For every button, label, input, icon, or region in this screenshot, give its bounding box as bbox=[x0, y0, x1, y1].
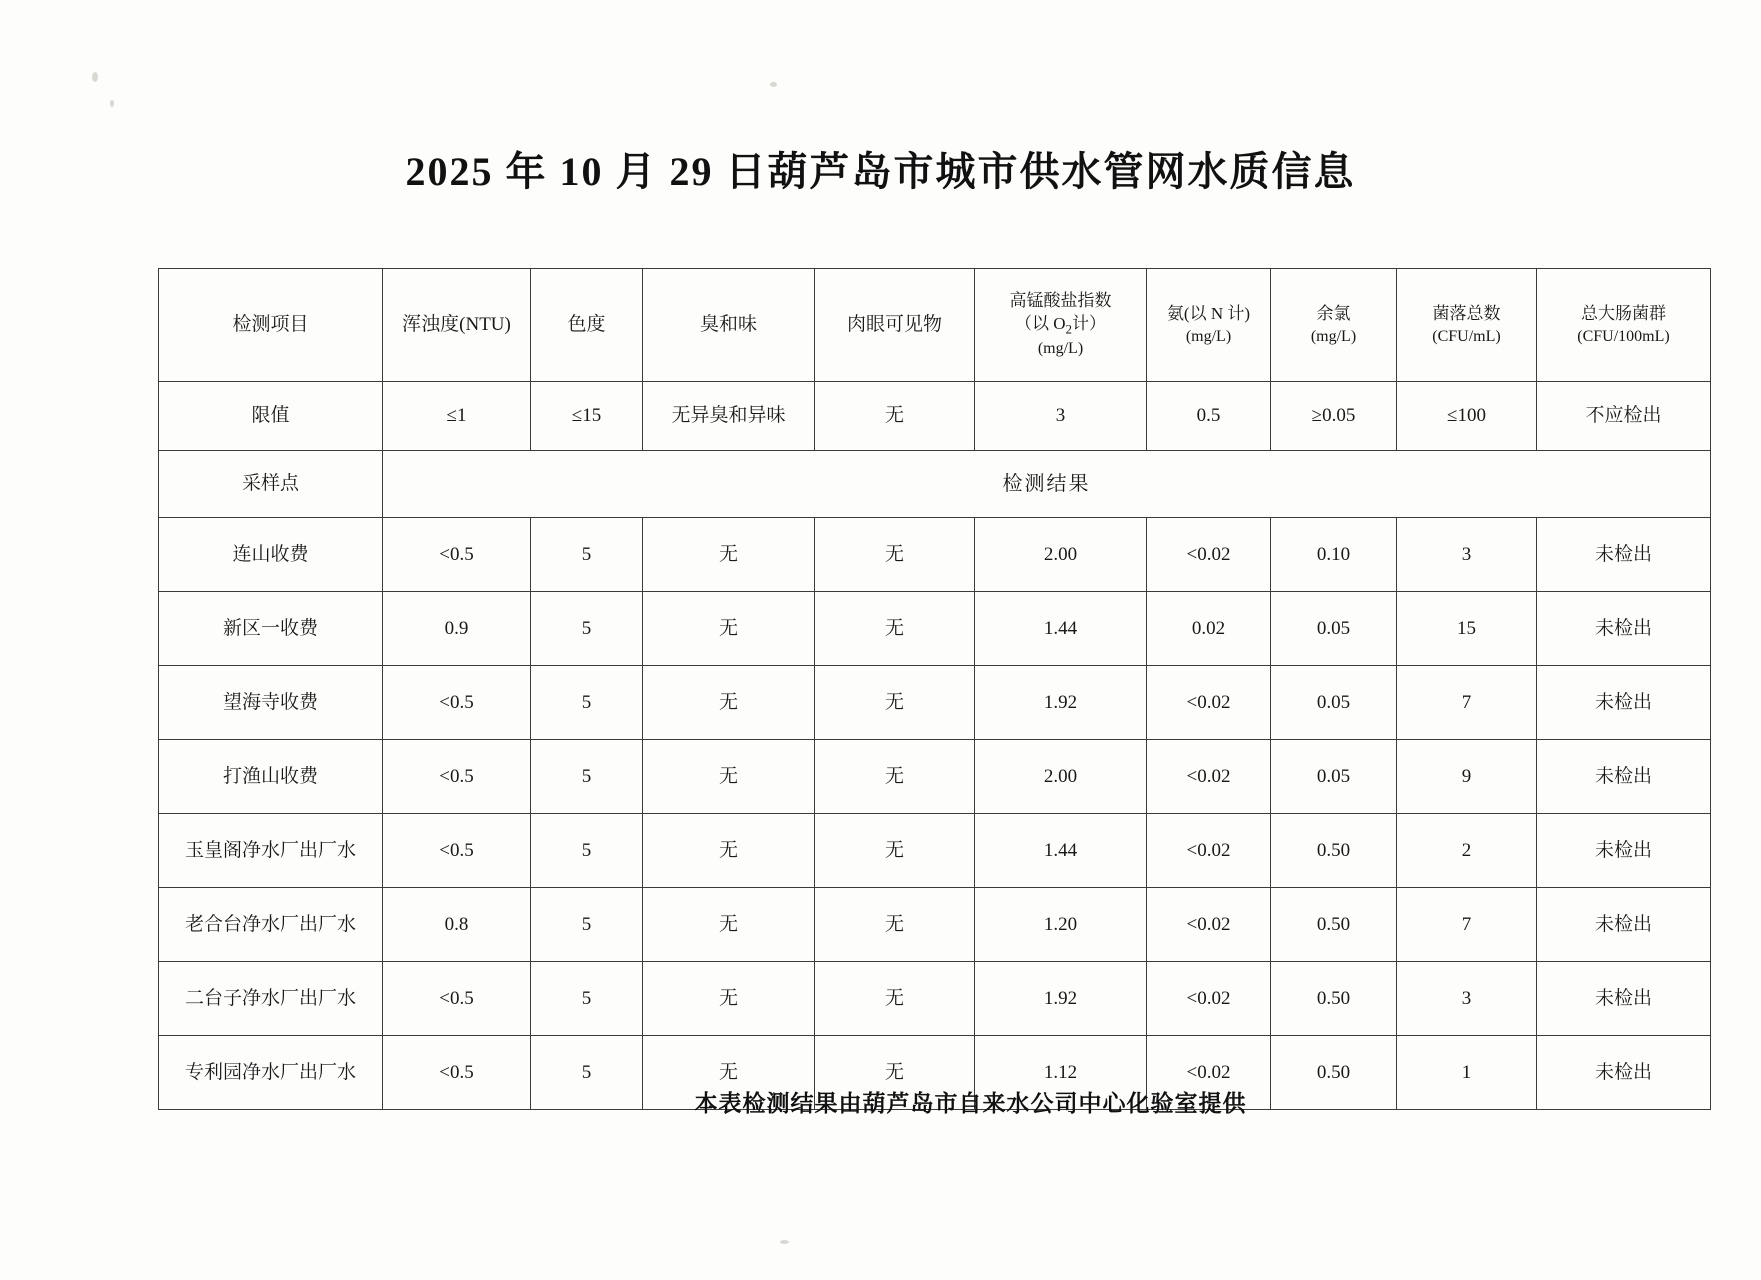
limit-permanganate: 3 bbox=[975, 382, 1147, 451]
limit-colony: ≤100 bbox=[1397, 382, 1537, 451]
header-cell-odor: 臭和味 bbox=[643, 269, 815, 382]
sample-point-label: 采样点 bbox=[159, 451, 383, 518]
row-turbidity: 0.8 bbox=[383, 888, 531, 962]
limit-coliform: 不应检出 bbox=[1537, 382, 1711, 451]
test-result-label: 检测结果 bbox=[383, 451, 1711, 518]
row-turbidity: <0.5 bbox=[383, 518, 531, 592]
scan-speckle bbox=[780, 1240, 789, 1244]
row-site: 新区一收费 bbox=[159, 592, 383, 666]
row-permanganate: 1.12 bbox=[975, 1036, 1147, 1110]
row-coliform: 未检出 bbox=[1537, 1036, 1711, 1110]
row-colony: 7 bbox=[1397, 666, 1537, 740]
chlorine-unit: (mg/L) bbox=[1310, 327, 1357, 345]
limit-chlorine: ≥0.05 bbox=[1271, 382, 1397, 451]
ammonia-line1: 氨(以 N 计) bbox=[1166, 303, 1251, 323]
row-odor: 无 bbox=[643, 740, 815, 814]
row-ammonia: <0.02 bbox=[1147, 888, 1271, 962]
scan-speckle bbox=[110, 100, 114, 107]
row-turbidity: <0.5 bbox=[383, 814, 531, 888]
row-visible: 无 bbox=[815, 666, 975, 740]
row-chlorine: 0.05 bbox=[1271, 666, 1397, 740]
row-visible: 无 bbox=[815, 1036, 975, 1110]
permanganate-unit: (mg/L) bbox=[1037, 340, 1084, 358]
row-chlorine: 0.50 bbox=[1271, 962, 1397, 1036]
header-cell-coliform bbox=[1537, 269, 1711, 382]
table-row bbox=[159, 666, 1711, 740]
row-color: 5 bbox=[531, 740, 643, 814]
table-row bbox=[159, 814, 1711, 888]
row-site: 连山收费 bbox=[159, 518, 383, 592]
coliform-line1: 总大肠菌群 bbox=[1581, 303, 1666, 323]
header-cell-visible: 肉眼可见物 bbox=[815, 269, 975, 382]
row-odor: 无 bbox=[643, 592, 815, 666]
row-color: 5 bbox=[531, 888, 643, 962]
table-row bbox=[159, 592, 1711, 666]
permanganate-line2 bbox=[977, 313, 1144, 338]
row-colony: 2 bbox=[1397, 814, 1537, 888]
limit-ammonia: 0.5 bbox=[1147, 382, 1271, 451]
row-turbidity: 0.9 bbox=[383, 592, 531, 666]
row-colony: 3 bbox=[1397, 518, 1537, 592]
page-title: 2025 年 10 月 29 日葫芦岛市城市供水管网水质信息 bbox=[405, 149, 1356, 194]
row-site: 老合台净水厂出厂水 bbox=[159, 888, 383, 962]
limit-row-label: 限值 bbox=[159, 382, 383, 451]
row-coliform: 未检出 bbox=[1537, 888, 1711, 962]
row-chlorine: 0.50 bbox=[1271, 888, 1397, 962]
row-chlorine: 0.50 bbox=[1271, 1036, 1397, 1110]
permanganate-subscript: 2 bbox=[1065, 321, 1073, 337]
row-visible: 无 bbox=[815, 518, 975, 592]
row-permanganate: 1.44 bbox=[975, 592, 1147, 666]
row-ammonia: <0.02 bbox=[1147, 740, 1271, 814]
row-site: 专利园净水厂出厂水 bbox=[159, 1036, 383, 1110]
coliform-unit: (CFU/100mL) bbox=[1577, 327, 1670, 345]
row-coliform: 未检出 bbox=[1537, 740, 1711, 814]
row-visible: 无 bbox=[815, 888, 975, 962]
row-odor: 无 bbox=[643, 1036, 815, 1110]
row-odor: 无 bbox=[643, 666, 815, 740]
header-cell-item: 检测项目 bbox=[159, 269, 383, 382]
row-permanganate: 1.44 bbox=[975, 814, 1147, 888]
row-chlorine: 0.05 bbox=[1271, 592, 1397, 666]
permanganate-line1: 高锰酸盐指数 bbox=[1009, 291, 1112, 311]
row-chlorine: 0.05 bbox=[1271, 740, 1397, 814]
row-permanganate: 1.92 bbox=[975, 666, 1147, 740]
row-permanganate: 2.00 bbox=[975, 518, 1147, 592]
table-row bbox=[159, 518, 1711, 592]
row-turbidity: <0.5 bbox=[383, 1036, 531, 1110]
row-color: 5 bbox=[531, 1036, 643, 1110]
header-cell-turbidity: 浑浊度(NTU) bbox=[383, 269, 531, 382]
row-visible: 无 bbox=[815, 740, 975, 814]
row-visible: 无 bbox=[815, 962, 975, 1036]
chlorine-line1: 余氯 bbox=[1316, 303, 1351, 323]
limit-odor: 无异臭和异味 bbox=[643, 382, 815, 451]
header-cell-chlorine bbox=[1271, 269, 1397, 382]
table-header-row bbox=[159, 269, 1711, 382]
row-coliform: 未检出 bbox=[1537, 962, 1711, 1036]
table-sample-header-row bbox=[159, 451, 1711, 518]
row-color: 5 bbox=[531, 814, 643, 888]
scan-speckle bbox=[92, 72, 98, 82]
header-cell-color: 色度 bbox=[531, 269, 643, 382]
row-ammonia: 0.02 bbox=[1147, 592, 1271, 666]
row-permanganate: 2.00 bbox=[975, 740, 1147, 814]
limit-color: ≤15 bbox=[531, 382, 643, 451]
row-ammonia: <0.02 bbox=[1147, 666, 1271, 740]
row-permanganate: 1.20 bbox=[975, 888, 1147, 962]
row-color: 5 bbox=[531, 592, 643, 666]
row-color: 5 bbox=[531, 962, 643, 1036]
row-odor: 无 bbox=[643, 888, 815, 962]
row-colony: 3 bbox=[1397, 962, 1537, 1036]
row-coliform: 未检出 bbox=[1537, 592, 1711, 666]
row-permanganate: 1.92 bbox=[975, 962, 1147, 1036]
row-ammonia: <0.02 bbox=[1147, 814, 1271, 888]
row-colony: 1 bbox=[1397, 1036, 1537, 1110]
water-quality-table-wrap bbox=[158, 268, 1670, 1110]
footnote: 本表检测结果由葫芦岛市自来水公司中心化验室提供 bbox=[694, 1091, 1247, 1116]
row-odor: 无 bbox=[643, 962, 815, 1036]
table-limit-row bbox=[159, 382, 1711, 451]
colony-unit: (CFU/mL) bbox=[1432, 327, 1501, 345]
row-site: 望海寺收费 bbox=[159, 666, 383, 740]
row-site: 打渔山收费 bbox=[159, 740, 383, 814]
row-ammonia: <0.02 bbox=[1147, 962, 1271, 1036]
row-chlorine: 0.10 bbox=[1271, 518, 1397, 592]
table-row bbox=[159, 962, 1711, 1036]
row-odor: 无 bbox=[643, 518, 815, 592]
row-turbidity: <0.5 bbox=[383, 666, 531, 740]
row-visible: 无 bbox=[815, 592, 975, 666]
row-coliform: 未检出 bbox=[1537, 518, 1711, 592]
limit-visible: 无 bbox=[815, 382, 975, 451]
row-colony: 9 bbox=[1397, 740, 1537, 814]
row-visible: 无 bbox=[815, 814, 975, 888]
colony-line1: 菌落总数 bbox=[1432, 303, 1501, 323]
row-chlorine: 0.50 bbox=[1271, 814, 1397, 888]
row-coliform: 未检出 bbox=[1537, 666, 1711, 740]
row-color: 5 bbox=[531, 518, 643, 592]
row-odor: 无 bbox=[643, 814, 815, 888]
row-coliform: 未检出 bbox=[1537, 814, 1711, 888]
permanganate-line2-a: （以 O bbox=[1014, 314, 1066, 334]
row-ammonia: <0.02 bbox=[1147, 518, 1271, 592]
row-turbidity: <0.5 bbox=[383, 740, 531, 814]
row-ammonia: <0.02 bbox=[1147, 1036, 1271, 1110]
header-cell-permanganate bbox=[975, 269, 1147, 382]
row-colony: 15 bbox=[1397, 592, 1537, 666]
permanganate-line2-b: 计） bbox=[1072, 314, 1107, 334]
limit-turbidity: ≤1 bbox=[383, 382, 531, 451]
header-cell-ammonia bbox=[1147, 269, 1271, 382]
water-quality-table bbox=[158, 268, 1711, 1110]
row-color: 5 bbox=[531, 666, 643, 740]
row-turbidity: <0.5 bbox=[383, 962, 531, 1036]
row-site: 玉皇阁净水厂出厂水 bbox=[159, 814, 383, 888]
header-cell-colony bbox=[1397, 269, 1537, 382]
table-row bbox=[159, 888, 1711, 962]
table-row bbox=[159, 740, 1711, 814]
row-colony: 7 bbox=[1397, 888, 1537, 962]
ammonia-unit: (mg/L) bbox=[1185, 327, 1232, 345]
scan-speckle bbox=[770, 82, 777, 87]
row-site: 二台子净水厂出厂水 bbox=[159, 962, 383, 1036]
